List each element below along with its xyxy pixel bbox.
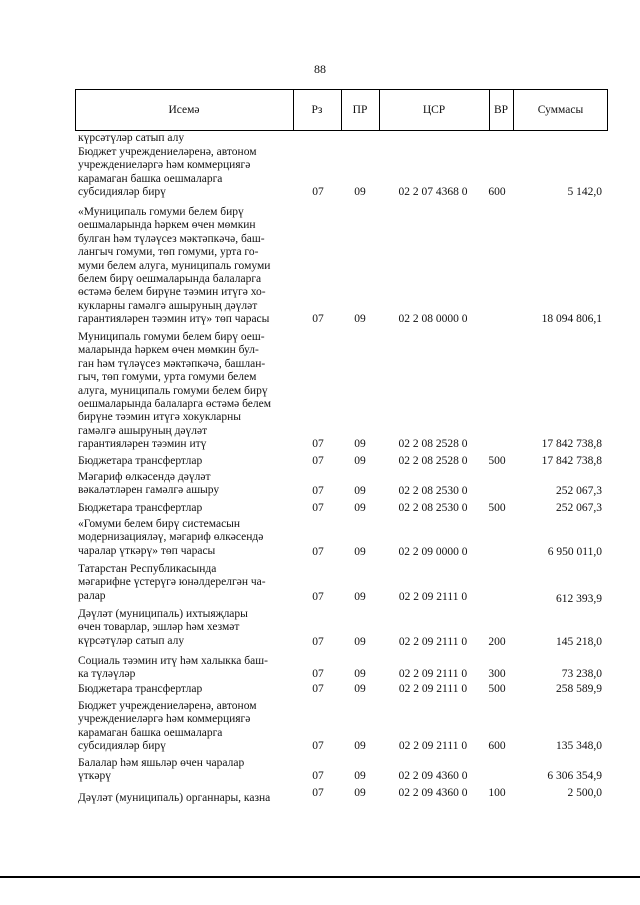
row-name: Бюджетара трансфертлар [78, 455, 203, 467]
row-rz: 07 [312, 636, 324, 648]
row-vr: 300 [488, 668, 506, 680]
row-name: Дәүләт (муниципаль) ихтыяҗлары өчен товарлар, эшләр һәм хезмәт күрсәтүләр сатып алу [78, 608, 248, 647]
row-sum: 6 950 011,0 [547, 546, 602, 558]
row-vr: 600 [488, 740, 506, 752]
row-csr: 02 2 09 2111 0 [398, 591, 468, 603]
row-name: «Гомуми белем бирү системасын модернизацияләү, мәгариф өлкәсендә чаралар үткәрү» төп чарасы [78, 518, 264, 557]
row-sum: 258 589,9 [556, 683, 602, 695]
header-pr: ПР [352, 104, 368, 116]
row-pr: 09 [354, 485, 366, 497]
row-rz: 07 [312, 740, 324, 752]
row-sum: 135 348,0 [556, 740, 602, 752]
row-rz: 07 [312, 485, 324, 497]
row-name: Бюджет учреждениеләренә, автоном учреждениеләргә һәм коммерциягә карамаган башка оешмаларга субсидияләр бирү [78, 146, 257, 199]
row-sum: 6 306 354,9 [547, 770, 602, 782]
row-sum: 73 238,0 [561, 668, 602, 680]
row-name: Бюджет учреждениеләренә, автоном учреждениеләргә һәм коммерциягә карамаган башка оешмаларга субсидияләр бирү [78, 700, 257, 753]
row-name: Бюджетара трансфертлар [78, 502, 203, 514]
row-pr: 09 [354, 668, 366, 680]
row-csr: 02 2 08 2530 0 [398, 485, 468, 497]
row-pr: 09 [354, 186, 366, 198]
header-name: Исемә [168, 104, 200, 116]
row-pr: 09 [354, 502, 366, 514]
row-sum: 252 067,3 [556, 485, 602, 497]
header-csr: ЦСР [422, 104, 446, 116]
row-csr: 02 2 09 2111 0 [398, 740, 468, 752]
row-rz: 07 [312, 502, 324, 514]
row-rz: 07 [312, 313, 324, 325]
row-csr: 02 2 09 2111 0 [398, 668, 468, 680]
row-csr: 02 2 08 0000 0 [398, 313, 468, 325]
row-rz: 07 [312, 455, 324, 467]
row-sum: 5 142,0 [567, 186, 602, 198]
row-rz: 07 [312, 787, 324, 799]
row-csr: 02 2 08 2528 0 [398, 455, 468, 467]
row-name: Балалар һәм яшьләр өчен чаралар үткәрү [78, 757, 245, 783]
row-name: Муниципаль гомуми белем бирү оеш- маларында һәркем өчен мөмкин бул- ган һәм түләүсез мәктәпкәчә, башлан- гыч, төп гомуми, урта гомуми белем алуга, муниципаль гомуми белем бирү оешмаларында балаларга өстәмә белем бирүне тәэмин итүгә хокукларны гамәлгә ашыруның дәүләт гарантияләрен тәэмин итү [78, 331, 272, 451]
row-rz: 07 [312, 770, 324, 782]
row-sum: 252 067,3 [556, 502, 602, 514]
row-sum: 17 842 738,8 [541, 438, 602, 450]
row-vr: 100 [488, 787, 506, 799]
row-rz: 07 [312, 591, 324, 603]
row-pr: 09 [354, 683, 366, 695]
header-rz: Рз [311, 104, 323, 116]
header-vr: ВР [493, 104, 509, 116]
row-name: Мәгариф өлкәсендә дәүләт вәкаләтләрен гамәлгә ашыру [78, 471, 220, 497]
row-csr: 02 2 09 4360 0 [398, 770, 468, 782]
row-csr: 02 2 07 4368 0 [398, 186, 468, 198]
row-name: Татарстан Республикасында мәгарифне үстерүгә юнәлдерелгән ча- ралар [78, 563, 266, 602]
row-name: күрсәтүләр сатып алу [78, 132, 185, 144]
row-vr: 500 [488, 683, 506, 695]
table-header [75, 89, 608, 131]
row-pr: 09 [354, 591, 366, 603]
row-rz: 07 [312, 683, 324, 695]
row-csr: 02 2 08 2528 0 [398, 438, 468, 450]
row-vr: 600 [488, 186, 506, 198]
row-rz: 07 [312, 438, 324, 450]
page-number: 88 [314, 62, 326, 76]
row-rz: 07 [312, 186, 324, 198]
row-pr: 09 [354, 787, 366, 799]
row-csr: 02 2 09 2111 0 [398, 636, 468, 648]
row-pr: 09 [354, 740, 366, 752]
row-csr: 02 2 08 2530 0 [398, 502, 468, 514]
row-sum: 18 094 806,1 [541, 313, 602, 325]
row-rz: 07 [312, 668, 324, 680]
row-pr: 09 [354, 770, 366, 782]
row-name: Дәүләт (муниципаль) органнары, казна [78, 792, 271, 804]
row-pr: 09 [354, 636, 366, 648]
row-csr: 02 2 09 4360 0 [398, 787, 468, 799]
row-pr: 09 [354, 455, 366, 467]
header-sum: Суммасы [537, 104, 584, 116]
row-name: «Муниципаль гомуми белем бирү оешмаларында һәркем өчен мөмкин булган һәм түләүсез мәктәпкәчә, баш- лангыч гомуми, төп гомуми, урта го- муми белем алуга, муниципаль гомуми белем бирү оешмаларында балаларга өстәмә белем бирүне тәэмин итүгә хо- кукларны гамәлгә ашыруның дәүләт гарантияләрен тәэмин итү» төп чарасы [78, 206, 271, 326]
row-sum: 2 500,0 [567, 787, 602, 799]
row-name: Социаль тәэмин итү һәм халыкка баш- ка түләүләр [78, 655, 268, 681]
row-vr: 500 [488, 455, 506, 467]
scan-border [0, 876, 640, 878]
row-name: Бюджетара трансфертлар [78, 683, 203, 695]
row-csr: 02 2 09 2111 0 [398, 683, 468, 695]
row-sum: 17 842 738,8 [541, 455, 602, 467]
row-vr: 500 [488, 502, 506, 514]
row-pr: 09 [354, 438, 366, 450]
row-sum: 612 393,9 [556, 593, 602, 605]
row-csr: 02 2 09 0000 0 [398, 546, 468, 558]
row-pr: 09 [354, 546, 366, 558]
row-vr: 200 [488, 636, 506, 648]
row-rz: 07 [312, 546, 324, 558]
row-sum: 145 218,0 [556, 636, 602, 648]
row-pr: 09 [354, 313, 366, 325]
